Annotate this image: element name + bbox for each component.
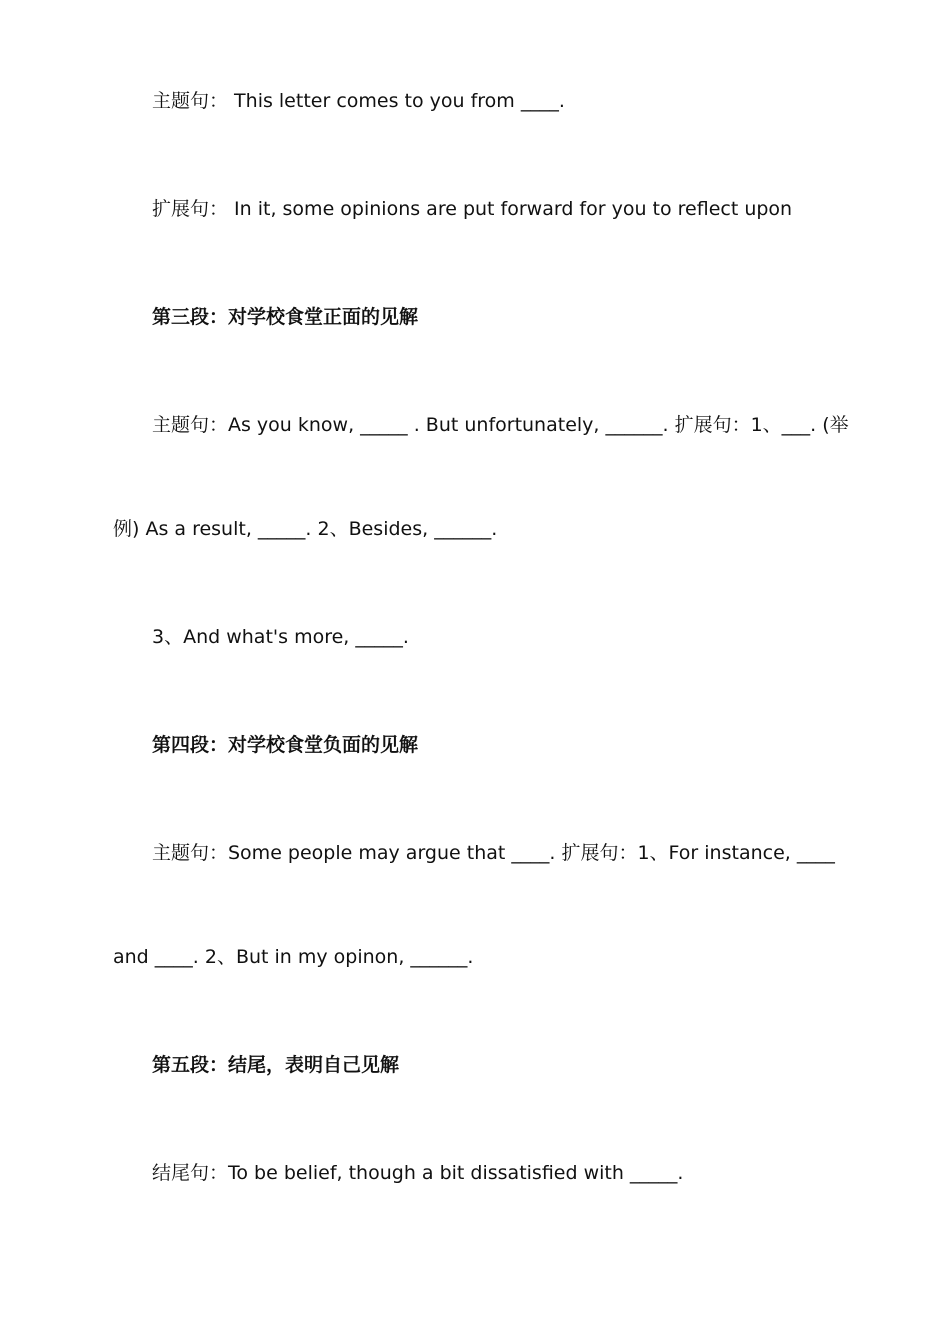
- extension-point-3: 3、And what's more, _____.: [152, 626, 409, 648]
- topic-sentence-line-4: 主题句：Some people may argue that ____. 扩展句：1、For instance, ____: [152, 842, 835, 864]
- extension-sentence-line-1: 扩展句： In it, some opinions are put forward for you to reflect upon: [152, 198, 793, 220]
- section-heading-paragraph-5: 第五段：结尾，表明自己见解: [152, 1054, 400, 1076]
- section-heading-paragraph-4: 第四段：对学校食堂负面的见解: [152, 734, 419, 756]
- topic-sentence-line-3: 主题句：As you know, _____ . But unfortunately, ______. 扩展句：1、___. (举: [152, 414, 849, 436]
- topic-sentence-line-1: 主题句： This letter comes to you from ____.: [152, 90, 565, 112]
- section-heading-paragraph-3: 第三段：对学校食堂正面的见解: [152, 306, 419, 328]
- continuation-line-4: and ____. 2、But in my opinon, ______.: [113, 946, 474, 968]
- closing-sentence-line: 结尾句：To be belief, though a bit dissatisfied with _____.: [152, 1162, 684, 1184]
- continuation-line-3: 例) As a result, _____. 2、Besides, ______.: [113, 518, 498, 540]
